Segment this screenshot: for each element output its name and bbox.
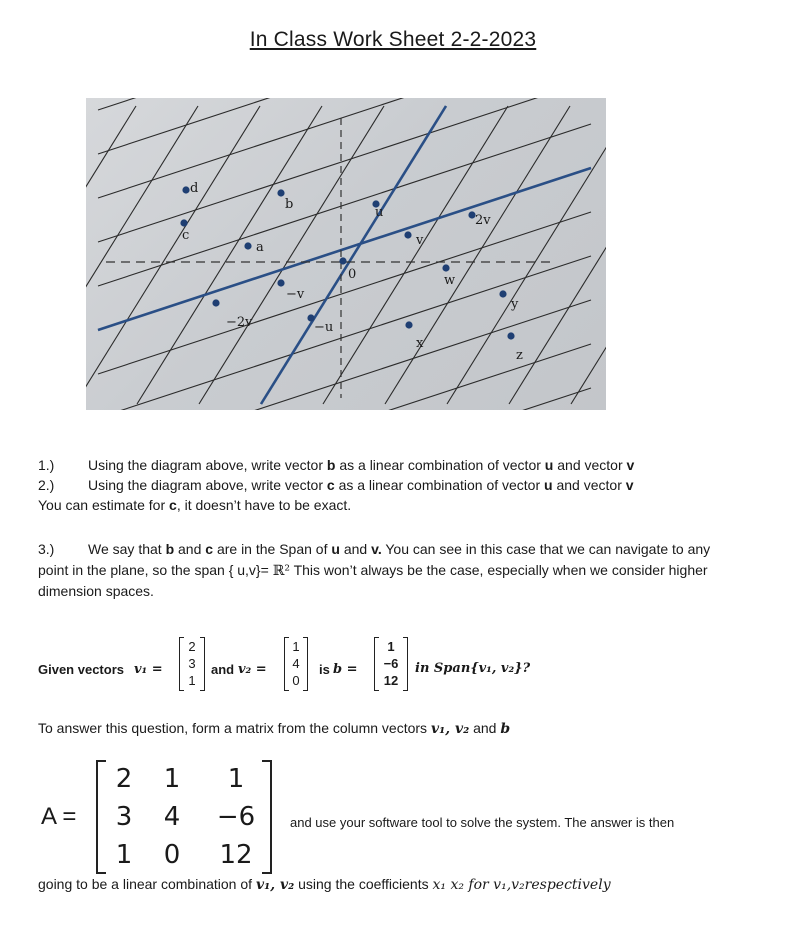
- label-w: w: [444, 273, 456, 288]
- question-2: [38, 475, 634, 495]
- question-3-and: and: [174, 541, 206, 557]
- point-x: [405, 321, 412, 328]
- question-3-pre: We say that: [88, 541, 166, 557]
- v1-entry: 3: [188, 656, 196, 671]
- question-3-number: 3.): [38, 541, 55, 557]
- question-2-number: 2.): [38, 477, 55, 493]
- final-sentence-text: going to be a linear combination of: [38, 876, 256, 892]
- question-2-u: u: [544, 477, 553, 493]
- matrix-a-label: A =: [41, 803, 77, 830]
- lattice-line-u-direction: [137, 106, 322, 404]
- question-2-c: c: [326, 477, 335, 493]
- b-entry: 12: [383, 673, 399, 688]
- question-1-mid: as a linear combination of vector: [335, 457, 545, 473]
- answer-instruction-vectors: v₁, v₂: [430, 721, 470, 737]
- question-1-v: v: [626, 457, 635, 473]
- given-is: is: [319, 662, 330, 677]
- estimate-note: [38, 495, 351, 515]
- v2-entry: 4: [292, 656, 300, 671]
- label-2v: 2v: [475, 213, 491, 228]
- point-v: [404, 231, 411, 238]
- matrix-side-text: and use your software tool to solve the system. The answer is then: [290, 815, 675, 830]
- question-3-mid: are in the Span of: [213, 541, 332, 557]
- lattice-line-u-direction: [199, 106, 384, 404]
- lattice-line-u-direction: [509, 106, 606, 404]
- question-3-line-2-pre: point in the plane, so the span { u,v}=: [38, 562, 273, 578]
- point-neg-v: [277, 279, 284, 286]
- label-v: v: [416, 233, 424, 248]
- question-3-and2: and: [339, 541, 372, 557]
- estimate-note-text: You can estimate for: [38, 497, 170, 513]
- question-1-and: and vector: [553, 457, 627, 473]
- question-3-c: c: [205, 541, 214, 557]
- lattice-line-v-direction: [98, 256, 591, 410]
- page-title: In Class Work Sheet 2-2-2023: [249, 28, 537, 51]
- label-neg-v: −v: [286, 287, 305, 302]
- point-d: [182, 186, 189, 193]
- question-1-number: 1.): [38, 457, 55, 473]
- point-w: [442, 264, 449, 271]
- point-y: [499, 290, 506, 297]
- b-column-vector: [374, 637, 408, 691]
- matrix-a-cell: 1: [163, 764, 181, 794]
- final-sentence-mid: using the coefficients: [294, 876, 433, 892]
- answer-instruction-b: b: [500, 721, 511, 737]
- estimate-note-c: c: [169, 497, 177, 513]
- question-2-v: v: [625, 477, 634, 493]
- b-entry: 1: [387, 639, 395, 654]
- question-3-u: u: [331, 541, 340, 557]
- point-origin: [339, 257, 346, 264]
- v1-name: v₁ =: [134, 662, 163, 677]
- matrix-a-cell: 1: [115, 840, 133, 870]
- point-c: [180, 219, 187, 226]
- b-name: b =: [333, 662, 358, 677]
- question-1-b: b: [326, 457, 336, 473]
- b-entry: −6: [383, 656, 399, 671]
- matrix-a-cell: 3: [115, 802, 133, 832]
- label-d: d: [190, 181, 199, 196]
- label-y: y: [511, 297, 519, 312]
- question-1-text: Using the diagram above, write vector: [88, 457, 327, 473]
- question-3-v: v.: [371, 541, 382, 557]
- question-3-line-1: [38, 539, 710, 559]
- estimate-note-post: , it doesn’t have to be exact.: [176, 497, 352, 513]
- label-u: u: [375, 205, 384, 220]
- final-sentence-coefficients: x₁ x₂ for v₁,v₂respectively: [432, 877, 611, 893]
- v1-entry: 1: [188, 673, 196, 688]
- u-axis-line: [261, 106, 446, 404]
- label-a: a: [256, 240, 264, 255]
- v2-column-vector: [284, 637, 308, 691]
- point-a: [244, 242, 251, 249]
- lattice-line-u-direction: [571, 106, 606, 404]
- lattice-line-v-direction: [98, 98, 591, 154]
- point-neg-2v: [212, 299, 219, 306]
- given-and: and: [211, 662, 235, 677]
- lattice-line-u-direction: [385, 106, 570, 404]
- matrix-a-cell: 12: [219, 840, 253, 870]
- final-sentence: [38, 874, 611, 895]
- lattice-line-u-direction: [447, 106, 606, 404]
- question-3-b: b: [165, 541, 175, 557]
- question-3-rest: You can see in this case that we can navigate to any: [381, 541, 711, 557]
- answer-instruction-text: To answer this question, form a matrix from the column vectors: [38, 720, 431, 736]
- r2-symbol: ℝ²: [272, 563, 290, 579]
- matrix-a-cell: −6: [216, 802, 256, 832]
- lattice-lines: [86, 98, 606, 410]
- label-neg-2v: −2v: [226, 315, 253, 330]
- label-neg-u: −u: [314, 320, 334, 335]
- matrix-a: [96, 760, 272, 874]
- v2-entry: 0: [292, 673, 300, 688]
- question-2-mid: as a linear combination of vector: [334, 477, 545, 493]
- final-sentence-vectors: v₁, v₂: [255, 877, 295, 893]
- matrix-a-cell: 2: [115, 764, 133, 794]
- answer-instruction-and: and: [469, 720, 501, 736]
- matrix-a-cell: 1: [227, 764, 245, 794]
- question-3-line-2: [38, 560, 708, 581]
- answer-instruction: [38, 718, 510, 739]
- point-b: [277, 189, 284, 196]
- matrix-a-cell: 4: [163, 802, 181, 832]
- question-2-and: and vector: [552, 477, 626, 493]
- label-x: x: [416, 336, 424, 351]
- question-3-line-3: dimension spaces.: [38, 583, 154, 599]
- label-z: z: [516, 348, 523, 363]
- label-0: 0: [348, 267, 357, 282]
- question-2-text: Using the diagram above, write vector: [88, 477, 327, 493]
- lattice-line-u-direction: [86, 106, 136, 404]
- v1-entry: 2: [188, 639, 196, 654]
- question-3-line-2-post: This won’t always be the case, especially when we consider higher: [289, 562, 708, 578]
- lattice-diagram-photo: [86, 98, 606, 410]
- lattice-line-u-direction: [86, 106, 260, 404]
- point-z: [507, 332, 514, 339]
- lattice-line-u-direction: [323, 106, 508, 404]
- question-1-u: u: [544, 457, 554, 473]
- matrix-a-cell: 0: [163, 840, 181, 870]
- label-c: c: [182, 228, 190, 243]
- v1-column-vector: [179, 637, 205, 691]
- question-1: [38, 455, 634, 475]
- in-span-question: in Span{v₁, v₂}?: [415, 661, 531, 676]
- lattice-diagram: [86, 98, 606, 410]
- given-vectors-label: Given vectors: [38, 662, 124, 677]
- label-b: b: [285, 197, 294, 212]
- v2-name: v₂ =: [238, 662, 267, 677]
- v2-entry: 1: [292, 639, 300, 654]
